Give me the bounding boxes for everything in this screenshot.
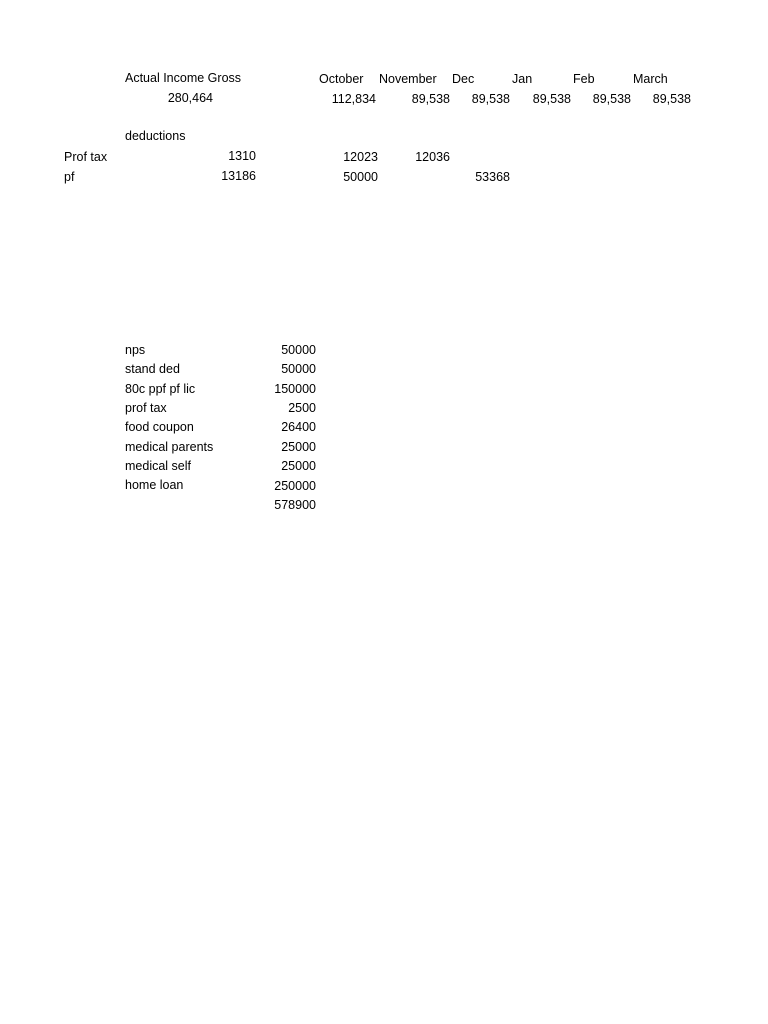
exemption-label-medical-parents: medical parents [125,440,214,454]
exemption-label-80c: 80c ppf pf lic [125,382,196,396]
gross-jan-value: 89,538 [532,92,571,106]
exemption-value-stand-ded: 50000 [281,362,316,376]
deductions-title: deductions [125,129,186,143]
pf-total: 13186 [221,169,256,183]
month-dec-label: Dec [452,72,475,86]
exemption-value-prof-tax: 2500 [288,401,316,415]
gross-march-value: 89,538 [652,92,691,106]
prof-tax-november: 12036 [415,150,450,164]
actual-income-gross-label: Actual Income Gross [125,71,242,85]
gross-october-value: 112,834 [331,92,376,106]
exemption-value-medical-self: 25000 [281,459,316,473]
exemption-label-prof-tax: prof tax [125,401,167,415]
pf-dec: 53368 [475,170,510,184]
exemption-label-nps: nps [125,343,146,357]
gross-november-value: 89,538 [411,92,450,106]
month-feb-label: Feb [573,72,595,86]
month-march-label: March [633,72,668,86]
exemption-value-nps: 50000 [281,343,316,357]
exemption-label-medical-self: medical self [125,459,191,473]
prof-tax-label: Prof tax [64,150,108,164]
prof-tax-total: 1310 [228,149,256,163]
exemption-value-medical-parents: 25000 [281,440,316,454]
exemption-label-stand-ded: stand ded [125,362,180,376]
exemption-value-80c: 150000 [274,382,316,396]
prof-tax-october: 12023 [343,150,378,164]
pf-october: 50000 [343,170,378,184]
month-october-label: October [319,72,364,86]
exemption-label-home-loan: home loan [125,478,184,492]
exemption-value-home-loan: 250000 [274,479,316,493]
pf-label: pf [64,170,75,184]
exemption-value-food-coupon: 26400 [281,420,316,434]
month-november-label: November [379,72,437,86]
gross-dec-value: 89,538 [471,92,510,106]
gross-feb-value: 89,538 [592,92,631,106]
month-jan-label: Jan [512,72,533,86]
actual-income-gross-value: 280,464 [167,91,213,105]
exemption-label-food-coupon: food coupon [125,420,194,434]
exemptions-total: 578900 [274,498,316,512]
